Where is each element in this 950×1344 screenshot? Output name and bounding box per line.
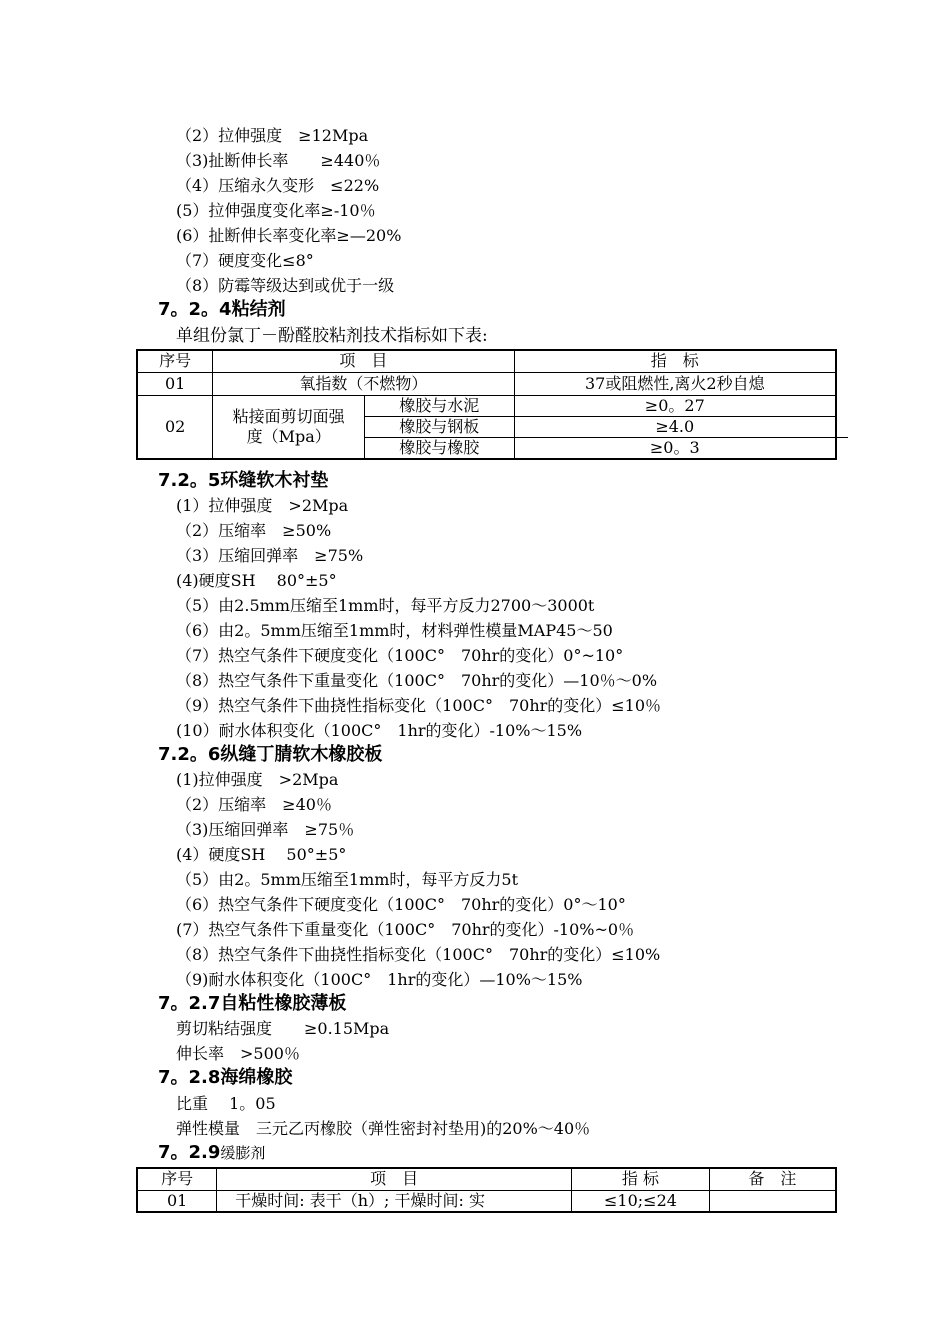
section-heading-number: 7。2.9 bbox=[158, 1142, 221, 1163]
list-item: （8）热空气条件下曲挠性指标变化（100C° 70hr的变化）≤10% bbox=[176, 945, 661, 964]
list-item: 弹性模量 三元乙丙橡胶（弹性密封衬垫用)的20%～40％ bbox=[176, 1119, 591, 1138]
table-header-row bbox=[137, 1168, 836, 1190]
section-heading: 7.2。6纵缝丁腈软木橡胶板 bbox=[158, 744, 383, 765]
list-item: (1)拉伸强度 >2Mpa bbox=[176, 770, 339, 789]
table-cell: 橡胶与水泥 bbox=[365, 395, 514, 416]
list-item: （8）防霉等级达到或优于一级 bbox=[176, 276, 395, 295]
list-item: （4）压缩永久变形 ≤22% bbox=[176, 176, 380, 195]
table-cell: 橡胶与钢板 bbox=[365, 416, 514, 437]
list-item: （6）由2。5mm压缩至1mm时，材料弹性模量MAP45～50 bbox=[176, 621, 613, 640]
list-item: （3)扯断伸长率 ≥440％ bbox=[176, 151, 381, 170]
header-cell: 序号 bbox=[137, 350, 213, 372]
section-heading: 7。2。4粘结剂 bbox=[158, 299, 286, 320]
list-item: （2）压缩率 ≥40％ bbox=[176, 795, 332, 814]
list-item: （6）热空气条件下硬度变化（100C° 70hr的变化）0°～10° bbox=[176, 895, 626, 914]
list-item: （2）压缩率 ≥50% bbox=[176, 521, 332, 540]
table-cell: 02 bbox=[137, 395, 213, 459]
divider bbox=[836, 437, 848, 438]
table-row bbox=[137, 395, 836, 416]
list-item: (4）硬度SH 50°±5° bbox=[176, 845, 347, 864]
list-item: (4)硬度SH 80°±5° bbox=[176, 571, 337, 590]
table-cell: ≥0。27 bbox=[514, 395, 836, 416]
table-row bbox=[137, 372, 836, 395]
list-item: （5）由2。5mm压缩至1mm时，每平方反力5t bbox=[176, 870, 519, 889]
list-item: (10）耐水体积变化（100C° 1hr的变化）-10%～15% bbox=[176, 721, 583, 740]
list-item: （7）热空气条件下硬度变化（100C° 70hr的变化）0°~10° bbox=[176, 646, 624, 665]
section-heading-title: 缓膨剂 bbox=[220, 1144, 266, 1162]
table-cell bbox=[709, 1190, 836, 1212]
header-cell: 项 目 bbox=[217, 1168, 572, 1190]
list-item: （9）热空气条件下曲挠性指标变化（100C° 70hr的变化）≤10％ bbox=[176, 696, 662, 715]
table-header-row bbox=[137, 350, 836, 372]
paragraph: 单组份氯丁－酚醛胶粘剂技术指标如下表: bbox=[176, 326, 488, 346]
swelling-agent-table bbox=[136, 1167, 837, 1213]
table-cell: ≥4.0 bbox=[514, 416, 836, 437]
header-cell: 序号 bbox=[137, 1168, 217, 1190]
list-item: （5）由2.5mm压缩至1mm时，每平方反力2700～3000t bbox=[176, 596, 595, 615]
list-item: (7）热空气条件下重量变化（100C° 70hr的变化）-10%~0％ bbox=[176, 920, 635, 939]
section-heading: 7。2.7自粘性橡胶薄板 bbox=[158, 993, 347, 1014]
adhesive-spec-table bbox=[136, 349, 837, 460]
table-cell: 37或阻燃性,离火2秒自熄 bbox=[514, 372, 836, 395]
header-cell: 指 标 bbox=[572, 1168, 710, 1190]
list-item: （7）硬度变化≤8° bbox=[176, 251, 314, 270]
list-item: (5）拉伸强度变化率≥-10％ bbox=[176, 201, 376, 220]
section-heading bbox=[158, 1142, 265, 1164]
table-cell: 橡胶与橡胶 bbox=[365, 437, 514, 459]
table-cell: ≤10;≤24 bbox=[572, 1190, 710, 1212]
list-item: （9)耐水体积变化（100C° 1hr的变化）—10%～15% bbox=[176, 970, 583, 989]
table-cell: 01 bbox=[137, 1190, 217, 1212]
list-item: (1）拉伸强度 >2Mpa bbox=[176, 496, 349, 515]
table-cell: 01 bbox=[137, 372, 213, 395]
list-item: (6）扯断伸长率变化率≥—20% bbox=[176, 226, 402, 245]
list-item: （3)压缩回弹率 ≥75％ bbox=[176, 820, 355, 839]
section-heading: 7。2.8海绵橡胶 bbox=[158, 1067, 293, 1088]
list-item: 比重 1。05 bbox=[176, 1094, 276, 1113]
list-item: 伸长率 >500％ bbox=[176, 1044, 300, 1063]
header-cell: 项 目 bbox=[213, 350, 514, 372]
list-item: （8）热空气条件下重量变化（100C° 70hr的变化）—10％～0% bbox=[176, 671, 658, 690]
table-cell: ≥0。3 bbox=[514, 437, 836, 459]
table-cell: 粘接面剪切面强度（Mpa） bbox=[213, 395, 365, 459]
list-item: 剪切粘结强度 ≥0.15Mpa bbox=[176, 1019, 390, 1038]
table-row bbox=[137, 1190, 836, 1212]
list-item: （2）拉伸强度 ≥12Mpa bbox=[176, 126, 369, 145]
table-cell: 氧指数（不燃物） bbox=[213, 372, 514, 395]
table-cell: 干燥时间: 表干（h）; 干燥时间: 实 bbox=[217, 1190, 572, 1212]
header-cell: 备 注 bbox=[709, 1168, 836, 1190]
list-item: （3）压缩回弹率 ≥75% bbox=[176, 546, 364, 565]
header-cell: 指 标 bbox=[514, 350, 836, 372]
section-heading: 7.2。5环缝软木衬垫 bbox=[158, 470, 329, 491]
